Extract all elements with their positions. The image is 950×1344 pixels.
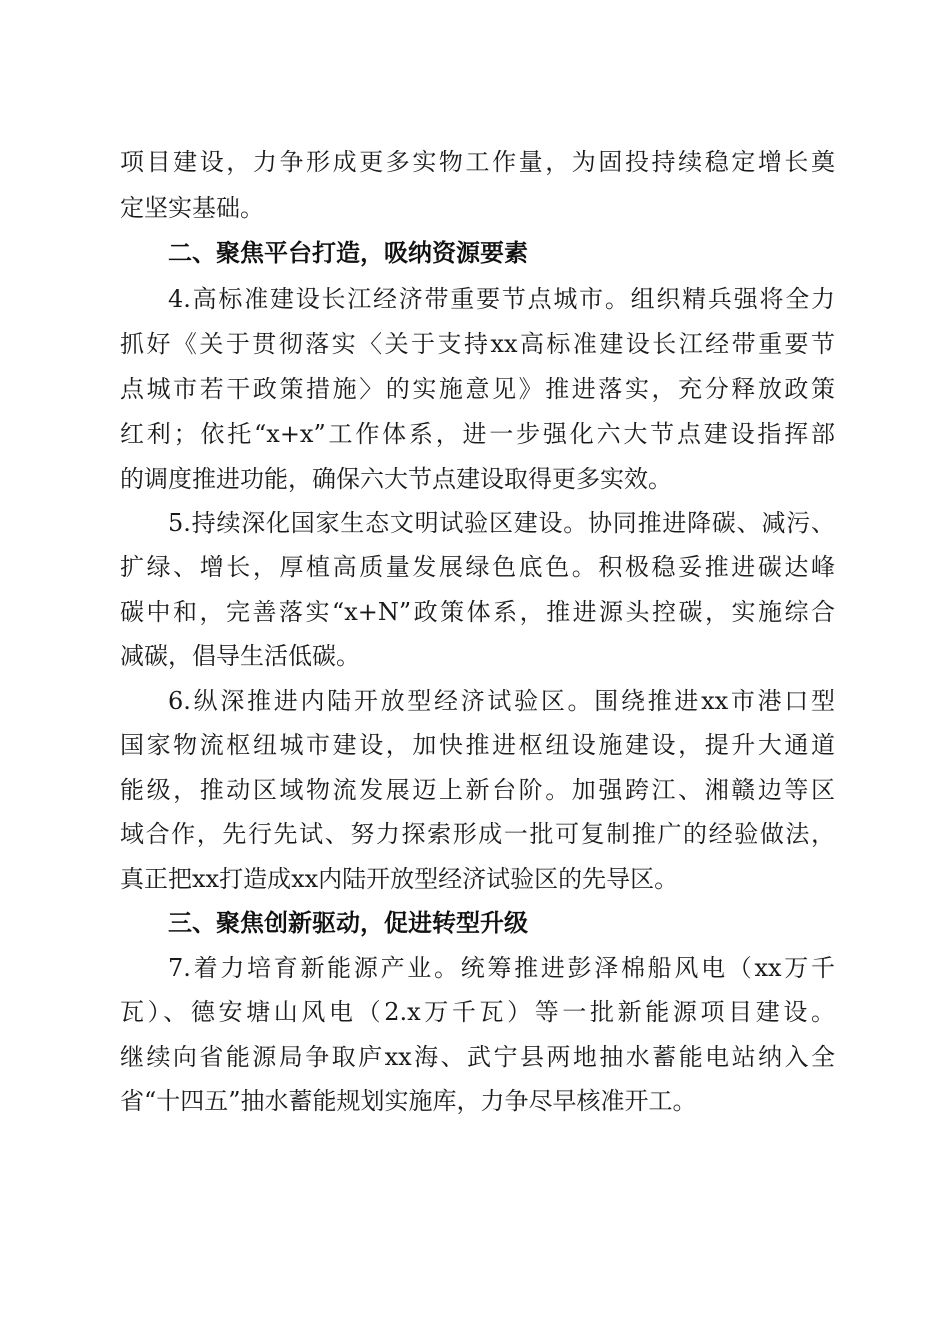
section-heading-2: 二、聚焦平台打造，吸纳资源要素 [168,239,528,267]
section-heading-3: 三、聚焦创新驱动，促进转型升级 [168,909,528,937]
item-7-line-1: 7.着力培育新能源产业。统筹推进彭泽棉船风电（xx万千 [168,954,835,982]
item-4-line-5: 的调度推进功能，确保六大节点建设取得更多实效。 [120,465,672,493]
item-4-line-1: 4.高标准建设长江经济带重要节点城市。组织精兵强将全力 [168,285,835,313]
item-4-line-2: 抓好《关于贯彻落实〈关于支持xx高标准建设长江经带重要节 [120,330,835,358]
item-6-line-3: 能级，推动区域物流发展迈上新台阶。加强跨江、湘赣边等区 [120,776,835,804]
paragraph-intro-line-2: 定坚实基础。 [120,194,264,222]
item-6-line-2: 国家物流枢纽城市建设，加快推进枢纽设施建设，提升大通道 [120,731,835,759]
item-7-line-4: 省“十四五”抽水蓄能规划实施库，力争尽早核准开工。 [120,1087,697,1115]
item-6-line-5: 真正把xx打造成xx内陆开放型经济试验区的先导区。 [120,865,679,893]
paragraph-intro-line-1: 项目建设，力争形成更多实物工作量，为固投持续稳定增长奠 [120,148,835,176]
item-5-line-3: 碳中和，完善落实“x+N”政策体系，推进源头控碳，实施综合 [120,598,835,626]
item-6-line-1: 6.纵深推进内陆开放型经济试验区。围绕推进xx市港口型 [168,687,835,715]
item-5-line-2: 扩绿、增长，厚植高质量发展绿色底色。积极稳妥推进碳达峰 [120,553,835,581]
item-5-line-4: 减碳，倡导生活低碳。 [120,642,360,670]
item-5-line-1: 5.持续深化国家生态文明试验区建设。协同推进降碳、减污、 [168,509,835,537]
item-6-line-4: 域合作，先行先试、努力探索形成一批可复制推广的经验做法， [120,820,835,848]
item-4-line-3: 点城市若干政策措施〉的实施意见》推进落实，充分释放政策 [120,375,835,403]
item-7-line-3: 继续向省能源局争取庐xx海、武宁县两地抽水蓄能电站纳入全 [120,1043,835,1071]
item-4-line-4: 红利；依托“x+x”工作体系，进一步强化六大节点建设指挥部 [120,420,835,448]
item-7-line-2: 瓦）、德安塘山风电（2.x万千瓦）等一批新能源项目建设。 [120,998,835,1026]
